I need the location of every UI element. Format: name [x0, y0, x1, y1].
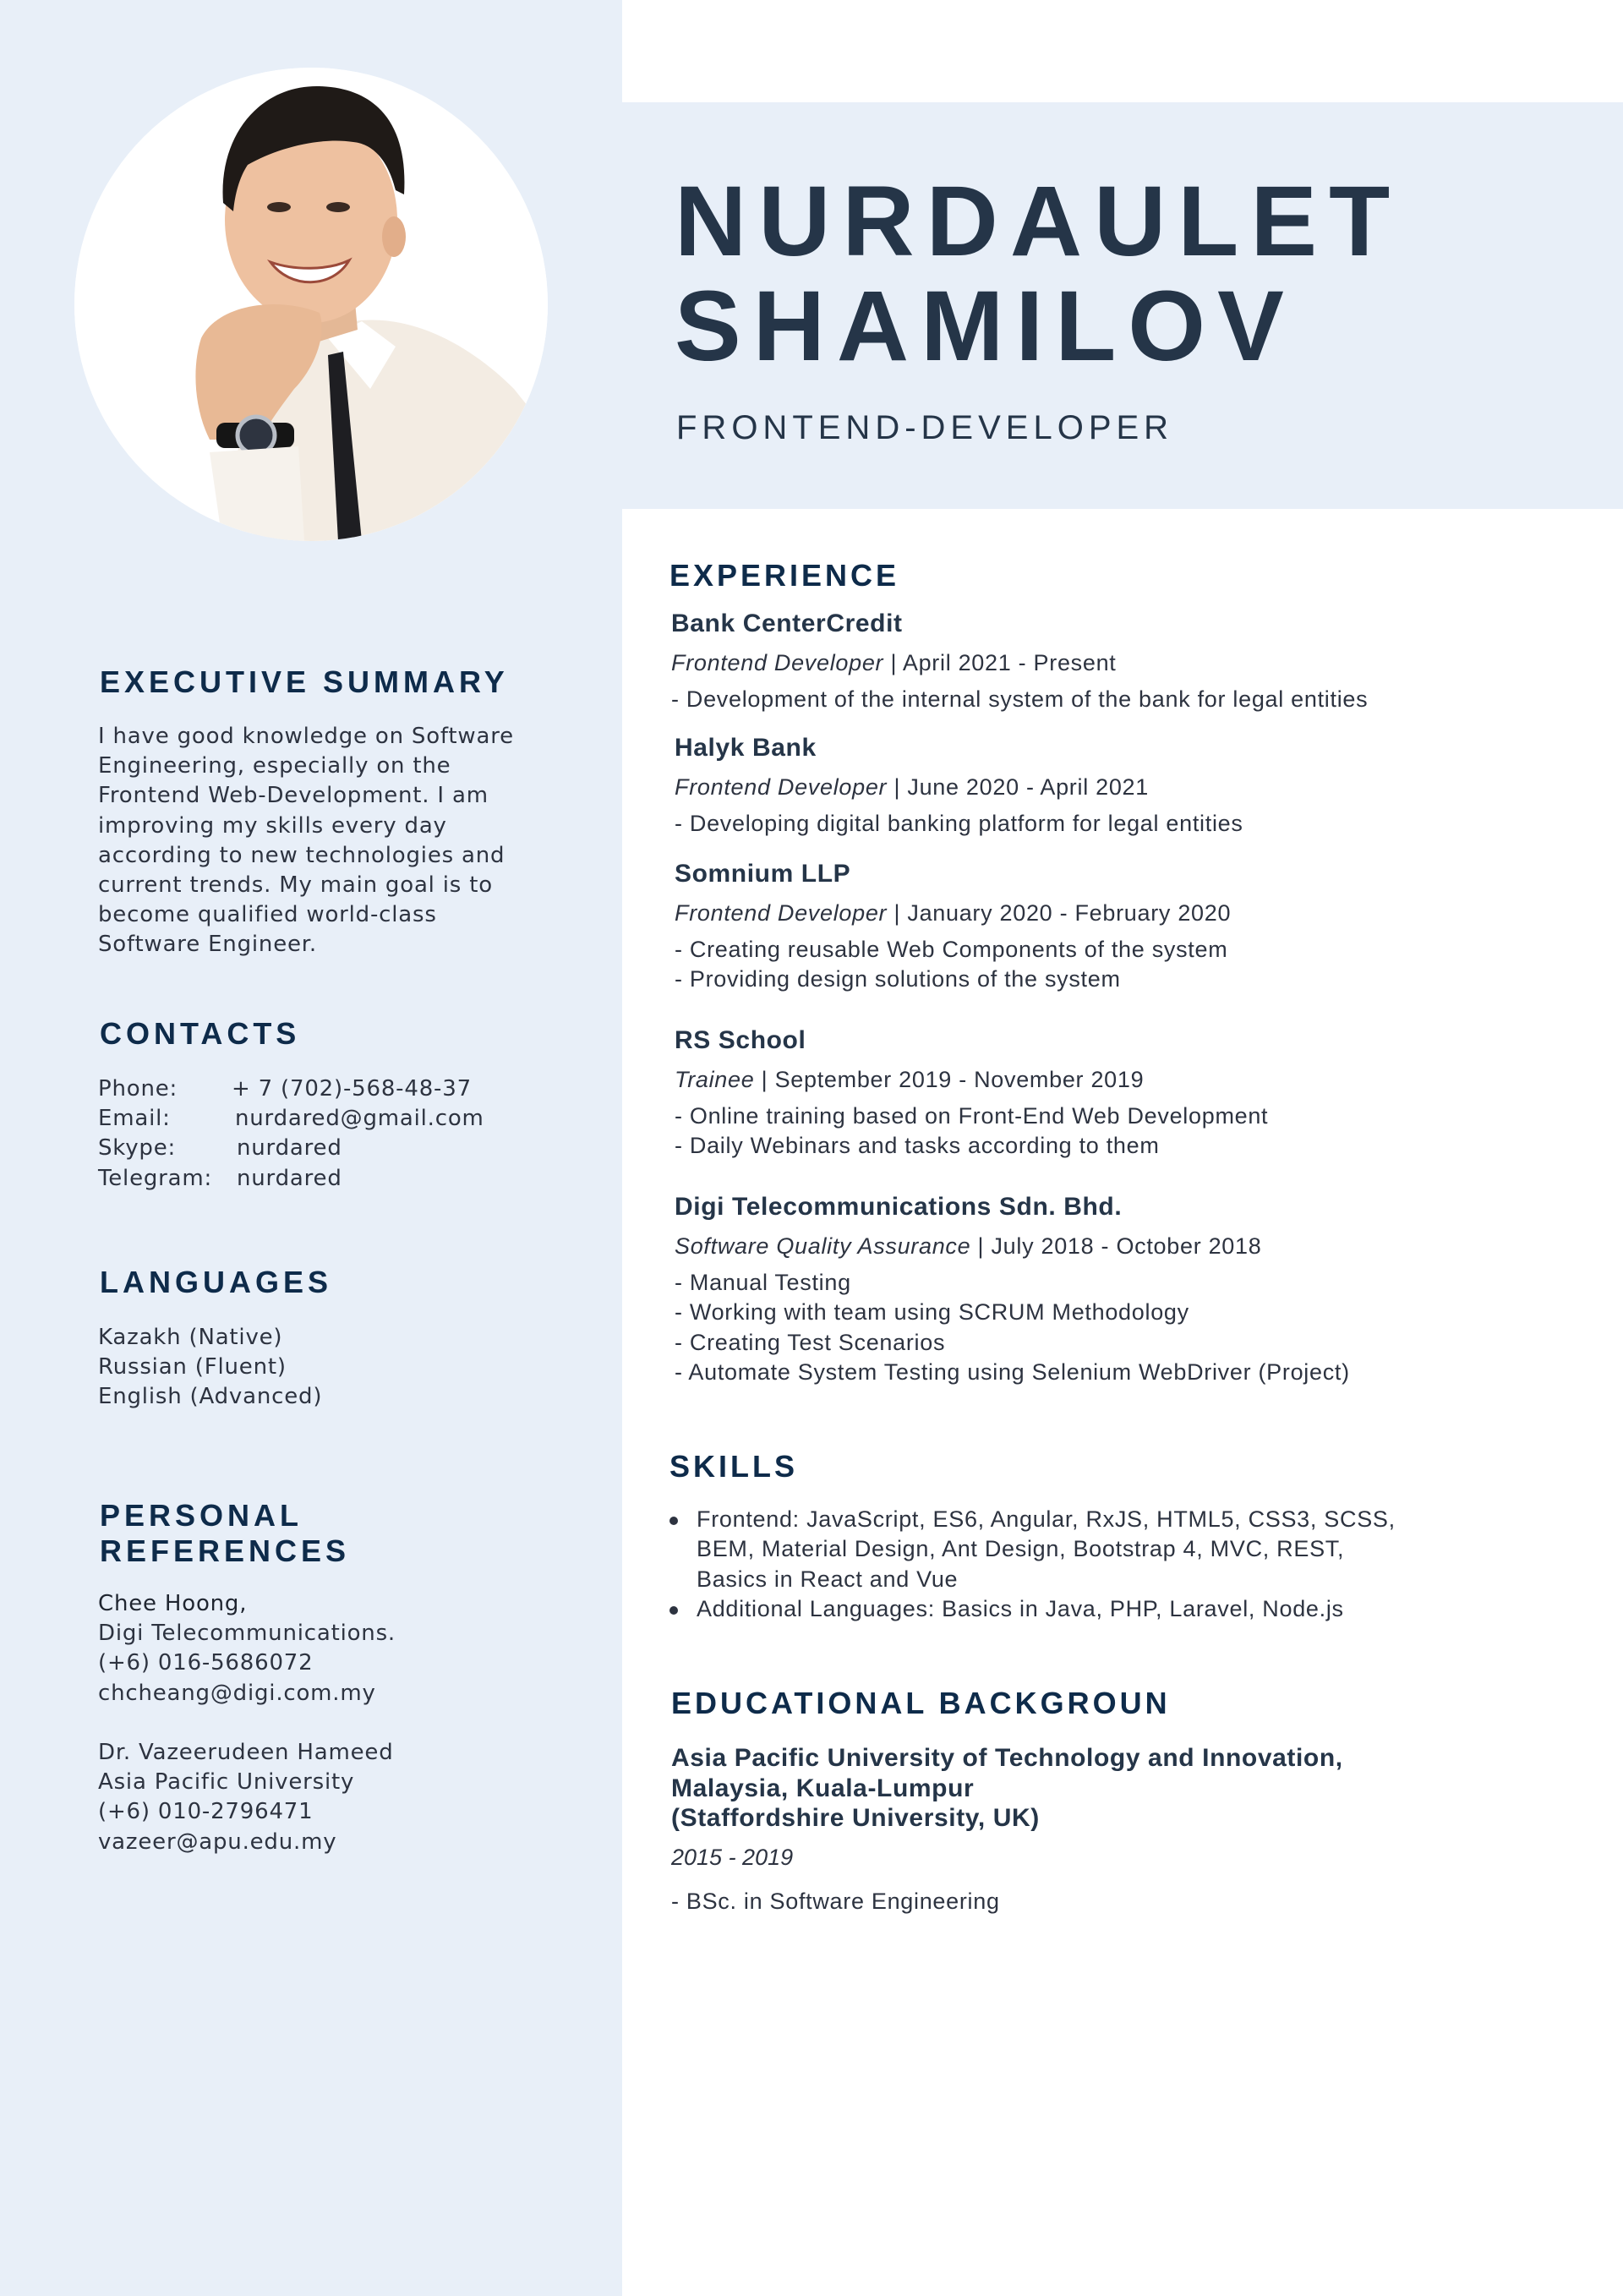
company-name: Halyk Bank — [675, 734, 817, 762]
contact-label: Email: — [98, 1106, 171, 1132]
skills-list — [668, 1505, 1513, 1624]
bullet: - Development of the internal system of the bank for legal entities — [671, 686, 1369, 712]
telegram-value[interactable]: nurdared — [237, 1165, 342, 1191]
job-title: FRONTEND-DEVELOPER — [676, 409, 1174, 446]
skill-line: Basics in React and Vue — [697, 1566, 959, 1592]
summary-line: improving my skills every day — [98, 812, 447, 839]
bullet: - Daily Webinars and tasks according to them — [675, 1133, 1160, 1159]
reference-email[interactable]: chcheang@digi.com.my — [98, 1680, 376, 1706]
phone-value[interactable]: + 7 (702)-568-48-37 — [232, 1076, 472, 1102]
bullet: - Manual Testing — [675, 1270, 851, 1295]
executive-summary-heading: EXECUTIVE SUMMARY — [100, 664, 509, 699]
role-line — [671, 648, 1567, 678]
language-item: Kazakh (Native) — [98, 1325, 283, 1350]
education-degree: - BSc. in Software Engineering — [671, 1888, 1000, 1914]
candidate-name — [675, 166, 1402, 382]
reference-email[interactable]: vazeer@apu.edu.my — [98, 1829, 337, 1855]
summary-line: Engineering, especially on the — [98, 753, 451, 779]
references-list — [98, 1589, 396, 1857]
education-entry — [671, 1743, 1567, 1916]
contact-label: Telegram: — [98, 1165, 213, 1191]
period: | September 2019 - November 2019 — [754, 1067, 1145, 1092]
skype-value[interactable]: nurdared — [237, 1135, 342, 1162]
bullet: - Creating reusable Web Components of the system — [675, 937, 1228, 962]
company-name: Somnium LLP — [675, 860, 851, 888]
job-entry — [675, 1192, 1571, 1387]
summary-line: Frontend Web-Development. I am — [98, 783, 489, 809]
company-name: Bank CenterCredit — [671, 610, 903, 637]
summary-line: I have good knowledge on Software — [98, 724, 514, 749]
reference-phone[interactable]: (+6) 010-2796471 — [98, 1799, 314, 1825]
role: Frontend Developer — [675, 900, 888, 926]
education-heading: EDUCATIONAL BACKGROUN — [671, 1686, 1171, 1720]
bullet: - Creating Test Scenarios — [675, 1329, 946, 1355]
references-heading — [100, 1498, 350, 1569]
period: | July 2018 - October 2018 — [970, 1233, 1262, 1259]
last-name: SHAMILOV — [675, 271, 1296, 382]
role: Trainee — [675, 1067, 755, 1092]
job-bullets — [675, 1268, 1571, 1387]
contact-label: Phone: — [98, 1076, 178, 1102]
summary-line: according to new technologies and — [98, 842, 505, 868]
languages-list — [98, 1323, 322, 1413]
bullet-dot-icon — [669, 1517, 678, 1525]
bullet-dot-icon — [669, 1606, 678, 1615]
bullet: - Developing digital banking platform for legal entities — [675, 811, 1243, 836]
reference-org: Digi Telecommunications. — [98, 1621, 396, 1647]
skill-line: Frontend: JavaScript, ES6, Angular, RxJS, HTML5, CSS3, SCSS, — [697, 1506, 1396, 1532]
job-entry — [675, 733, 1571, 839]
language-item: Russian (Fluent) — [98, 1354, 287, 1380]
reference-name: Chee Hoong, — [98, 1591, 248, 1616]
role-line — [675, 1064, 1571, 1095]
experience-heading: EXPERIENCE — [669, 558, 900, 593]
role: Frontend Developer — [671, 650, 884, 675]
bullet: - Automate System Testing using Selenium WebDriver (Project) — [675, 1358, 1350, 1385]
contact-label: Skype: — [98, 1135, 177, 1162]
contact-email — [98, 1104, 484, 1134]
skill-item — [668, 1594, 1513, 1624]
job-entry — [675, 1025, 1571, 1162]
role: Frontend Developer — [675, 774, 888, 800]
bullet: - Online training based on Front-End Web Development — [675, 1103, 1269, 1129]
contact-skype — [98, 1134, 484, 1163]
school-line: Asia Pacific University of Technology and Innovation, — [671, 1744, 1343, 1772]
email-value[interactable]: nurdared@gmail.com — [235, 1106, 484, 1132]
education-years: 2015 - 2019 — [671, 1844, 794, 1870]
role-line — [675, 772, 1571, 802]
spacer — [98, 1708, 396, 1738]
school-line: (Staffordshire University, UK) — [671, 1804, 1040, 1832]
job-bullets — [675, 809, 1571, 839]
bullet: - Providing design solutions of the system — [675, 966, 1121, 992]
skill-item — [668, 1505, 1513, 1594]
summary-line: become qualified world-class — [98, 902, 437, 928]
school-line: Malaysia, Kuala-Lumpur — [671, 1774, 975, 1802]
skills-heading: SKILLS — [669, 1449, 799, 1484]
summary-line: Software Engineer. — [98, 932, 317, 958]
executive-summary-text — [98, 722, 514, 960]
reference-name: Dr. Vazeerudeen Hameed — [98, 1740, 394, 1765]
reference-org: Asia Pacific University — [98, 1769, 355, 1796]
job-entry — [675, 859, 1571, 995]
skill-line: Additional Languages: Basics in Java, PHP, Laravel, Node.js — [697, 1595, 1344, 1621]
languages-heading: LANGUAGES — [100, 1265, 333, 1299]
person-portrait-icon — [74, 68, 548, 541]
role-line — [675, 898, 1571, 928]
reference-phone[interactable]: (+6) 016-5686072 — [98, 1650, 314, 1676]
contact-phone — [98, 1074, 484, 1104]
contact-telegram — [98, 1164, 484, 1194]
contacts-list — [98, 1074, 484, 1194]
language-item: English (Advanced) — [98, 1384, 323, 1410]
first-name: NURDAULET — [675, 166, 1402, 277]
bullet: - Working with team using SCRUM Methodology — [675, 1299, 1189, 1326]
contacts-heading: CONTACTS — [100, 1016, 301, 1051]
role: Software Quality Assurance — [675, 1233, 971, 1259]
period: | April 2021 - Present — [883, 650, 1117, 675]
job-bullets — [675, 935, 1571, 995]
company-name: RS School — [675, 1026, 806, 1054]
period: | June 2020 - April 2021 — [887, 774, 1149, 800]
skill-line: BEM, Material Design, Ant Design, Bootstrap 4, MVC, REST, — [697, 1536, 1345, 1562]
period: | January 2020 - February 2020 — [887, 900, 1232, 926]
company-name: Digi Telecommunications Sdn. Bhd. — [675, 1193, 1123, 1221]
role-line — [675, 1231, 1571, 1261]
references-heading-line: REFERENCES — [100, 1533, 351, 1568]
job-entry — [671, 609, 1567, 714]
references-heading-line: PERSONAL — [100, 1498, 303, 1533]
summary-line: current trends. My main goal is to — [98, 872, 493, 899]
school-name — [671, 1743, 1567, 1834]
job-bullets — [671, 685, 1567, 714]
job-bullets — [675, 1102, 1571, 1162]
profile-photo — [74, 68, 548, 541]
